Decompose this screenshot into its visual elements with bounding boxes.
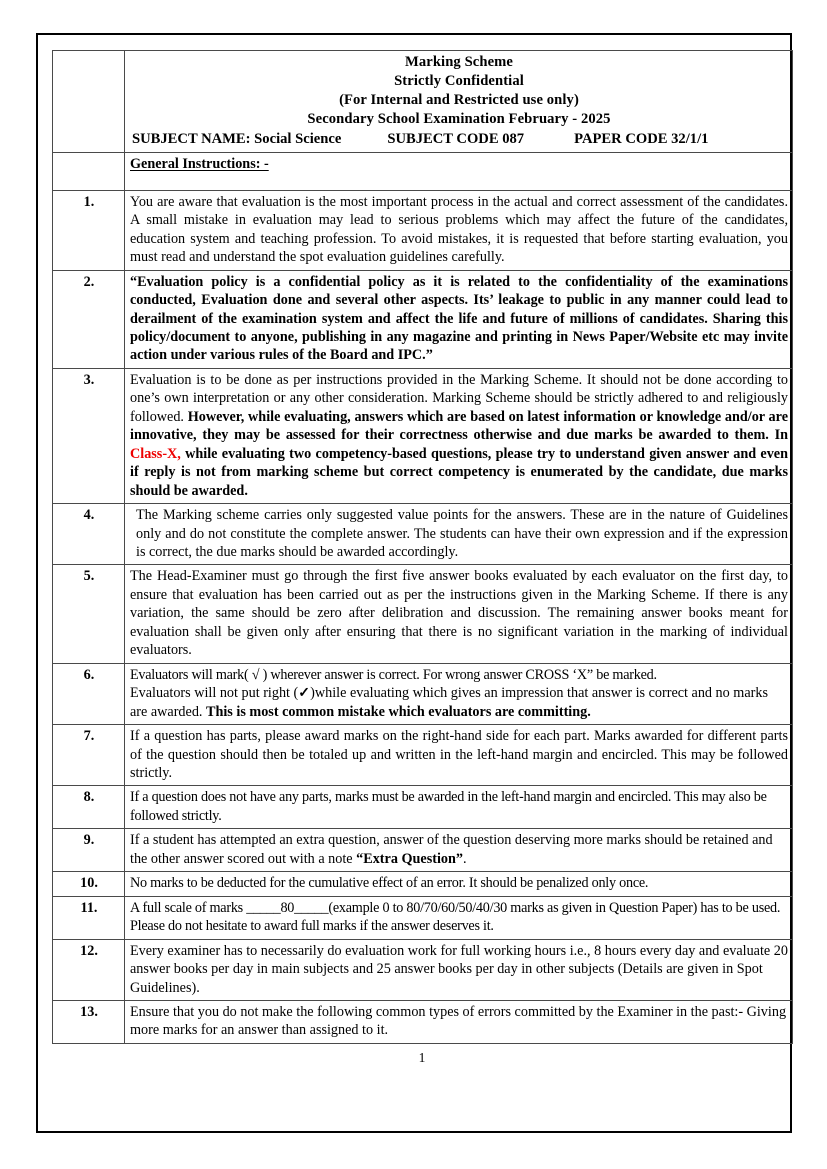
row-number: 12. bbox=[53, 939, 125, 1000]
header-strictly-confidential: Strictly Confidential bbox=[394, 72, 524, 89]
row-body bbox=[125, 368, 793, 503]
table-row bbox=[53, 190, 793, 270]
instruction-text: No marks to be deducted for the cumulative effect of an error. It should be penalized only once. bbox=[130, 875, 649, 892]
row-body bbox=[125, 190, 793, 270]
row-body bbox=[125, 1000, 793, 1043]
row-body bbox=[125, 270, 793, 368]
instruction-text: The Marking scheme carries only suggested value points for the answers. These are in the nature of Guidelines only and do not constitute the complete answer. The students can have their own expression and if the expression is correct, the due marks should be awarded accordingly. bbox=[136, 507, 788, 560]
instruction-text: A full scale of marks _____80_____(example 0 to 80/70/60/50/40/30 marks as given in Question Paper) has to be used. Please do not hesitate to award full marks if the answer deserves it. bbox=[130, 899, 781, 935]
table-row-header bbox=[53, 51, 793, 153]
instruction-text: You are aware that evaluation is the most important process in the actual and correct assessment of the candidates. A small mistake in evaluation may lead to serious problems which may affect the future of the candidates, education system and teaching profession. To avoid mistakes, it is requested that before starting evaluation, you must read and understand the spot evaluation guidelines carefully. bbox=[130, 193, 788, 266]
header-subject-code: SUBJECT CODE 087 bbox=[387, 130, 525, 147]
instruction-text-bold-2: while evaluating two competency-based questions, please try to understand given answer and even if reply is not from marking scheme but correct competency is enumerated by the candidate, due marks should be awarded. bbox=[130, 445, 788, 499]
table-row-general-instructions bbox=[53, 152, 793, 190]
instruction-text: If a question does not have any parts, marks must be awarded in the left-hand margin and encircled. This may also be followed strictly. bbox=[130, 789, 767, 824]
row-number: 2. bbox=[53, 270, 125, 368]
row-number: 4. bbox=[53, 504, 125, 565]
instruction-text-bold-1: However, while evaluating, answers which are based on latest information or knowledge and/or are innovative, they may be assessed for their correctness otherwise and due marks be awarded to them. In bbox=[130, 408, 788, 444]
document-sheet bbox=[52, 50, 792, 1066]
row-number: 1. bbox=[53, 190, 125, 270]
general-instructions-num-cell bbox=[53, 152, 125, 190]
row-body bbox=[125, 872, 793, 896]
row-number: 6. bbox=[53, 663, 125, 724]
row-number: 13. bbox=[53, 1000, 125, 1043]
header-title-marking-scheme: Marking Scheme bbox=[404, 54, 513, 70]
instruction-text-highlight-class: Class-X, bbox=[130, 445, 181, 462]
page-number: 1 bbox=[418, 1049, 426, 1065]
instruction-text: If a question has parts, please award marks on the right-hand side for each part. Marks awarded for different parts of the question should then be totaled up and written in the left-hand margin and encircled. This may be followed strictly. bbox=[130, 728, 788, 781]
instruction-text: Every examiner has to necessarily do evaluation work for full working hours i.e., 8 hours every day and evaluate 20 answer books per day in main subjects and 25 answer books per day in other subjects (Details are given in Spot Guidelines). bbox=[130, 942, 788, 996]
row-body bbox=[125, 725, 793, 786]
header-exam-name: Secondary School Examination February - 2025 bbox=[307, 110, 611, 127]
page-border bbox=[36, 33, 792, 1133]
table-row bbox=[53, 663, 793, 724]
table-row bbox=[53, 872, 793, 896]
instruction-text-b-bold: This is most common mistake which evaluators are committing. bbox=[206, 703, 591, 720]
instructions-table bbox=[52, 50, 793, 1044]
instruction-text-extra-question: “Extra Question” bbox=[356, 850, 463, 867]
instruction-text: Ensure that you do not make the following common types of errors committed by the Examiner in the past:- Giving more marks for an answer than assigned to it. bbox=[130, 1003, 787, 1039]
table-row bbox=[53, 565, 793, 663]
table-row bbox=[53, 829, 793, 872]
row-number: 11. bbox=[53, 896, 125, 939]
instruction-text-b-part1: Evaluators will not put right ( bbox=[130, 685, 299, 702]
instruction-text-b-part2: )while evaluating which gives an impression that answer is correct and no marks are awarded. bbox=[130, 685, 768, 720]
table-row bbox=[53, 368, 793, 503]
header-subject-name: SUBJECT NAME: Social Science bbox=[132, 130, 342, 147]
header-paper-code: PAPER CODE 32/1/1 bbox=[574, 130, 709, 147]
instruction-text-line-b bbox=[130, 684, 788, 721]
row-body bbox=[125, 786, 793, 829]
general-instructions-heading: General Instructions: - bbox=[130, 155, 269, 172]
table-row bbox=[53, 786, 793, 829]
table-row bbox=[53, 896, 793, 939]
instruction-text-line-a: Evaluators will mark( √ ) wherever answer is correct. For wrong answer CROSS ‘X” be marked. bbox=[130, 666, 657, 683]
row-number: 9. bbox=[53, 829, 125, 872]
row-number: 3. bbox=[53, 368, 125, 503]
instruction-text-plain: If a student has attempted an extra question, answer of the question deserving more marks should be retained and the other answer scored out with a note bbox=[130, 832, 773, 867]
instruction-text bbox=[130, 831, 788, 868]
table-row bbox=[53, 939, 793, 1000]
row-body bbox=[125, 939, 793, 1000]
header-empty-cell bbox=[53, 51, 125, 153]
general-instructions-cell bbox=[125, 152, 793, 190]
instruction-text bbox=[130, 371, 788, 500]
row-body bbox=[125, 504, 793, 565]
row-body bbox=[125, 829, 793, 872]
instruction-text-plain: Evaluation is to be done as per instructions provided in the Marking Scheme. It should not be done according to one’s own interpretation or any other consideration. Marking Scheme should be strictly adhered to and religiously followed. bbox=[130, 371, 788, 425]
table-row bbox=[53, 725, 793, 786]
instruction-text-tail: . bbox=[462, 850, 467, 867]
document-header bbox=[125, 51, 793, 153]
row-number: 8. bbox=[53, 786, 125, 829]
table-row bbox=[53, 1000, 793, 1043]
check-mark-icon: ✓ bbox=[298, 685, 311, 702]
row-number: 10. bbox=[53, 872, 125, 896]
row-body bbox=[125, 565, 793, 663]
row-number: 7. bbox=[53, 725, 125, 786]
header-internal-use: (For Internal and Restricted use only) bbox=[339, 91, 579, 108]
row-number: 5. bbox=[53, 565, 125, 663]
row-body bbox=[125, 663, 793, 724]
table-row bbox=[53, 504, 793, 565]
instruction-text: “Evaluation policy is a confidential policy as it is related to the confidentiality of the examinations conducted, Evaluation done and several other aspects. Its’ leakage to public in any manner could lead to derailment of the examination system and affect the life and future of millions of candidates. Sharing this policy/document to anyone, publishing in any magazine and printing in News Paper/Website etc may invite action under various rules of the Board and IPC.” bbox=[130, 273, 788, 364]
row-body bbox=[125, 896, 793, 939]
header-codes-row bbox=[130, 130, 788, 149]
instruction-text: The Head-Examiner must go through the first five answer books evaluated by each evaluator on the first day, to ensure that evaluation has been carried out as per the instructions given in the Marking Scheme. If there is any variation, the same should be zero after delibration and discussion. The remaining answer books meant for evaluation shall be given only after ensuring that there is no significant variation in the marking of individual evaluators. bbox=[130, 568, 788, 659]
table-row bbox=[53, 270, 793, 368]
